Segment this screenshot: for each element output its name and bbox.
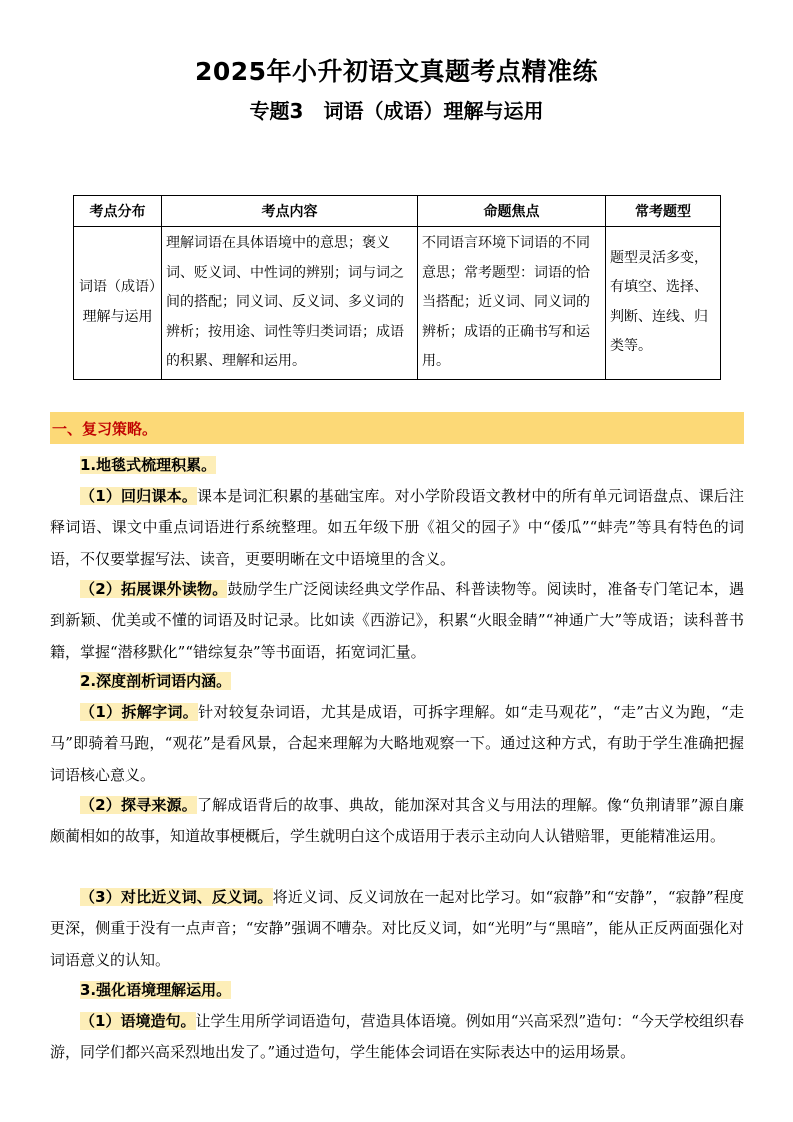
- paragraph: [50, 1006, 744, 1069]
- paragraph: [50, 790, 744, 853]
- paragraph: [50, 481, 744, 575]
- page-subtitle: 专题3 词语（成语）理解与运用: [249, 99, 544, 123]
- subheading-2: [50, 666, 744, 697]
- subheading-label: 2.深度剖析词语内涵。: [80, 672, 232, 690]
- focus-cell: 不同语言环境下词语的不同意思；常考题型：词语的恰当搭配；近义词、同义词的辨析；成语的正确书写和运用。: [418, 227, 606, 380]
- paragraph-label: （3）对比近义词、反义词。: [80, 888, 273, 906]
- paragraph-text: 了解成语背后的故事、典故，能加深对其含义与用法的理解。像“负荆请罪”源自廉颇蔺相如的故事，知道故事梗概后，学生就明白这个成语用于表示主动向人认错赔罪，更能精准运用。: [50, 796, 744, 846]
- table-header-row: [74, 196, 721, 227]
- paragraph-label: （2）探寻来源。: [80, 796, 197, 814]
- subheading-1: [50, 450, 744, 481]
- section-heading-bar: [50, 412, 744, 444]
- table-header-cell: 考点分布: [74, 196, 162, 227]
- subheading-3: [50, 975, 744, 1006]
- subheading-label: 1.地毯式梳理积累。: [80, 456, 217, 474]
- overview-table: [73, 195, 721, 380]
- paragraph-text: 针对较复杂词语，尤其是成语，可拆字理解。如“走马观花”，“走”古义为跑，“走马”即骑着马跑，“观花”是看风景，合起来理解为大略地观察一下。通过这种方式，有助于学生准确把握词语核心意义。: [50, 703, 744, 784]
- paragraph-text: 将近义词、反义词放在一起对比学习。如“寂静”和“安静”，“寂静”程度更深，侧重于没有一点声音；“安静”强调不嘈杂。对比反义词，如“光明”与“黑暗”，能从正反两面强化对词语意义的认知。: [50, 888, 744, 969]
- paragraph-label: （2）拓展课外读物。: [80, 580, 228, 598]
- paragraph: [50, 882, 744, 976]
- types-cell: 题型灵活多变，有填空、选择、判断、连线、归类等。: [606, 227, 721, 380]
- paragraph-label: （1）拆解字词。: [80, 703, 199, 721]
- subheading-label: 3.强化语境理解运用。: [80, 981, 232, 999]
- paragraph-text: 让学生用所学词语造句，营造具体语境。例如用“兴高采烈”造句：“今天学校组织春游，同学们都兴高采烈地出发了。”通过造句，学生能体会词语在实际表达中的运用场景。: [50, 1012, 744, 1062]
- distribution-cell: 词语（成语）理解与运用: [74, 227, 162, 380]
- paragraph-label: （1）语境造句。: [80, 1012, 196, 1030]
- table-header-cell: 常考题型: [606, 196, 721, 227]
- page-title: 2025年小升初语文真题考点精准练: [194, 57, 599, 86]
- section-heading: 一、复习策略。: [52, 420, 158, 438]
- paragraph-label: （1）回归课本。: [80, 487, 198, 505]
- paragraph-text: 鼓励学生广泛阅读经典文学作品、科普读物等。阅读时，准备专门笔记本，遇到新颖、优美或不懂的词语及时记录。比如读《西游记》，积累“火眼金睛”“神通广大”等成语；读科普书籍，掌握“潜移默化”“错综复杂”等书面语，拓宽词汇量。: [50, 580, 744, 661]
- table-row: [74, 227, 721, 380]
- table-header-cell: 命题焦点: [418, 196, 606, 227]
- content-cell: 理解词语在具体语境中的意思；褒义词、贬义词、中性词的辨别；词与词之间的搭配；同义词、反义词、多义词的辨析；按用途、词性等归类词语；成语的积累、理解和运用。: [162, 227, 418, 380]
- paragraph: [50, 574, 744, 668]
- table-header-cell: 考点内容: [162, 196, 418, 227]
- paragraph: [50, 697, 744, 791]
- paragraph-text: 课本是词汇积累的基础宝库。对小学阶段语文教材中的所有单元词语盘点、课后注释词语、课文中重点词语进行系统整理。如五年级下册《祖父的园子》中“倭瓜”“蚌壳”等具有特色的词语，不仅要掌握写法、读音，更要明晰在文中语境里的含义。: [50, 487, 744, 568]
